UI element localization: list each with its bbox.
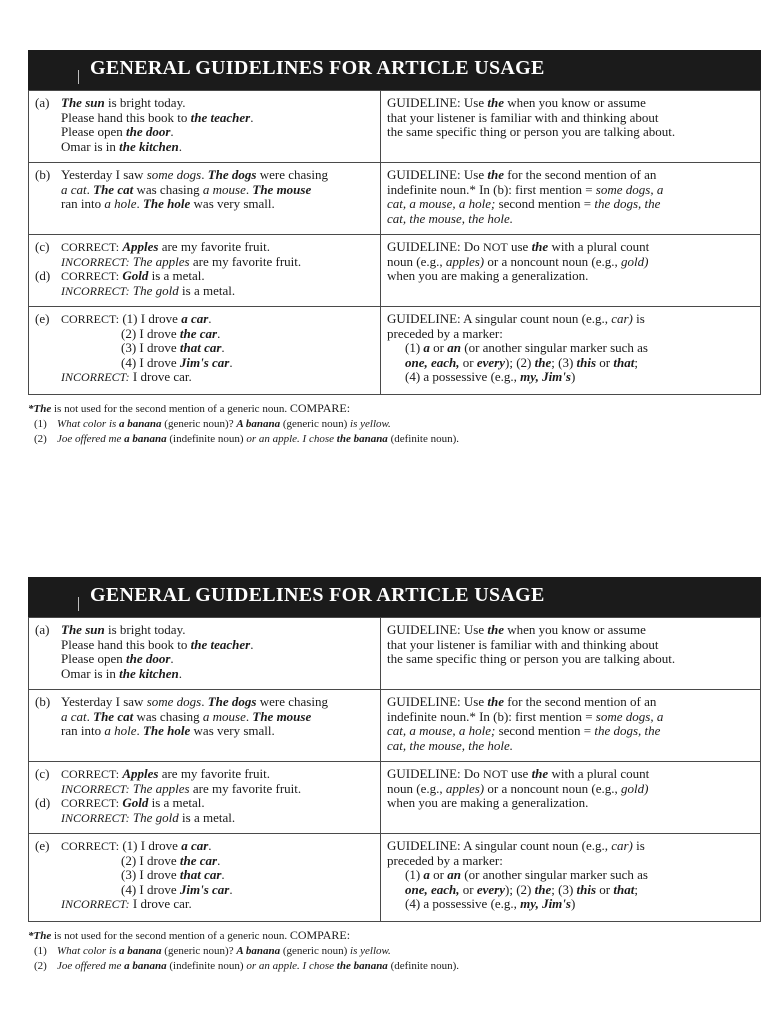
footnote-text: is yellow.: [350, 418, 391, 430]
guideline-text: my, Jim's: [520, 369, 571, 384]
guideline-text: this: [576, 881, 597, 897]
correct-label: CORRECT:: [61, 240, 120, 254]
guideline-text: every: [476, 881, 506, 897]
guideline-cell-b: [381, 690, 761, 762]
row-label: (e): [35, 838, 50, 853]
banner-tick-mark: [78, 70, 79, 84]
guideline-text: the: [534, 354, 552, 370]
guideline-text: NOT: [483, 240, 508, 254]
example-text: Yesterday I saw: [61, 694, 147, 709]
guideline-text: ): [570, 896, 576, 911]
guideline-text: is: [632, 838, 645, 853]
guideline-text: apples): [445, 253, 485, 269]
example-text: .: [245, 708, 253, 724]
example-cell-a: [29, 91, 381, 163]
banner-title: GENERAL GUIDELINES FOR ARTICLE USAGE: [90, 584, 545, 606]
guideline-block-1: [28, 50, 761, 447]
example-text: was very small.: [190, 723, 275, 738]
row-label: (a): [35, 95, 50, 110]
footnote-text: What color is: [57, 418, 120, 430]
guideline-text: cat, a mouse, a hole;: [387, 723, 496, 738]
example-number: (3): [121, 867, 137, 882]
example-number: (3): [121, 340, 137, 355]
guideline-text: for the second mention of an: [504, 167, 657, 182]
guideline-text: or a noncount noun (e.g.,: [484, 780, 621, 796]
example-text: the kitchen: [119, 665, 179, 681]
example-cell-e: [29, 307, 381, 395]
footnote-text: (generic noun): [280, 945, 351, 957]
example-text: are my favorite fruit.: [158, 239, 270, 254]
guideline-text: the dogs, the: [594, 196, 661, 211]
guideline-text: indefinite noun.* In (b): first mention =: [387, 181, 596, 197]
guideline-text: preceded by a marker:: [387, 852, 503, 868]
footnote-text: a banana: [124, 960, 167, 972]
example-text: some dogs: [146, 167, 202, 182]
example-text: I drove: [139, 852, 180, 868]
row-label: (a): [35, 622, 50, 637]
guideline-text: cat, a mouse, a hole;: [387, 196, 496, 211]
footnote-text: a banana: [119, 418, 162, 430]
guideline-text: cat, the mouse, the hole.: [387, 210, 513, 226]
guideline-text: or a noncount noun (e.g.,: [484, 253, 621, 269]
guideline-text: ;: [634, 354, 638, 370]
guideline-text: GUIDELINE: A singular count noun (e.g.,: [387, 311, 612, 326]
example-text: I drove: [139, 867, 180, 882]
guideline-text: (or another singular marker such as: [461, 340, 648, 355]
example-text: the car: [179, 325, 218, 341]
example-text: the kitchen: [119, 138, 179, 154]
table-row: [29, 618, 761, 690]
correct-label: CORRECT:: [61, 796, 120, 810]
guideline-text: ): [570, 369, 576, 384]
footnote-text: What color is: [57, 945, 120, 957]
incorrect-label: INCORRECT:: [61, 254, 130, 269]
guideline-text: an: [447, 867, 461, 882]
guideline-text: the dogs, the: [594, 723, 661, 738]
table-row: [29, 834, 761, 922]
footnote-text: *The: [28, 403, 52, 415]
example-text: Yesterday I saw: [61, 167, 147, 182]
footnote-number: (1): [34, 945, 47, 957]
example-cell-a: [29, 618, 381, 690]
example-text: Omar is in: [61, 665, 120, 681]
example-text: The cat: [93, 708, 134, 724]
guideline-text: GUIDELINE: Do: [387, 239, 484, 254]
correct-label: CORRECT:: [61, 767, 120, 781]
example-number: (4): [121, 354, 137, 370]
guideline-text: when you are making a generalization.: [387, 268, 589, 283]
example-text: a hole: [104, 196, 137, 211]
example-number: (1): [122, 311, 138, 326]
example-text: The dogs: [207, 167, 257, 182]
guideline-text: when you know or assume: [504, 622, 646, 637]
example-text: are my favorite fruit.: [189, 253, 302, 269]
guideline-text: one, each,: [405, 354, 460, 370]
example-text: a hole: [104, 723, 137, 738]
example-cell-cd: [29, 762, 381, 834]
example-text: Gold: [122, 795, 149, 810]
example-text: .: [217, 852, 221, 868]
example-text: .: [201, 167, 208, 182]
example-cell-b: [29, 163, 381, 235]
example-text: the car: [179, 852, 218, 868]
example-text: The mouse: [252, 181, 312, 197]
guideline-text: noun (e.g.,: [387, 253, 446, 269]
example-text: .: [245, 181, 253, 197]
footnote-text: the banana: [336, 433, 388, 445]
example-text: Please open: [61, 124, 126, 139]
example-text: The apples: [132, 780, 190, 796]
footnote-text: *The: [28, 930, 52, 942]
footnote-text: a banana: [119, 945, 162, 957]
example-text: Omar is in: [61, 138, 120, 154]
guideline-text: ;: [634, 881, 638, 897]
example-text: Please hand this book to: [61, 636, 191, 652]
incorrect-label: INCORRECT:: [61, 370, 130, 384]
guideline-text: some dogs, a: [595, 181, 664, 197]
guideline-text: GUIDELINE: Do: [387, 766, 484, 781]
guideline-text: ); (2): [505, 354, 535, 370]
example-text: .: [208, 838, 212, 853]
guideline-text: or: [596, 354, 614, 370]
example-number: (4): [121, 881, 137, 897]
guideline-text: the: [531, 766, 549, 781]
guideline-table: [28, 617, 761, 922]
example-text: a car: [181, 838, 209, 853]
example-text: .: [229, 354, 233, 370]
guideline-cell-b: [381, 163, 761, 235]
example-text: the door: [125, 651, 171, 666]
example-text: the teacher: [190, 636, 251, 652]
footnote-number: (2): [34, 433, 47, 445]
example-text: The gold: [132, 282, 179, 298]
table-row: [29, 690, 761, 762]
footnote: [28, 401, 761, 447]
example-text: The mouse: [252, 708, 312, 724]
guideline-text: or: [429, 340, 448, 355]
guideline-text: ; (3): [551, 354, 577, 370]
footnote-text: COMPARE:: [289, 401, 351, 415]
row-label: (d): [35, 795, 51, 810]
example-text: was chasing: [133, 181, 203, 197]
example-cell-e: [29, 834, 381, 922]
guideline-text: cat, the mouse, the hole.: [387, 737, 513, 753]
footnote-text: (generic noun)?: [161, 945, 237, 957]
example-text: Apples: [122, 239, 159, 254]
guideline-text: that your listener is familiar with and thinking about: [387, 109, 659, 125]
footnote-number: (1): [34, 418, 47, 430]
incorrect-label: INCORRECT:: [61, 781, 130, 796]
guideline-text: the: [531, 239, 549, 254]
footnote-text: (indefinite noun): [166, 433, 247, 445]
example-text: Please hand this book to: [61, 109, 191, 125]
footnote-text: (generic noun)?: [161, 418, 237, 430]
example-text: Apples: [122, 766, 159, 781]
example-text: The sun: [61, 622, 105, 637]
example-text: Jim's car: [179, 881, 230, 897]
example-text: were chasing: [256, 694, 328, 709]
footnote: [28, 928, 761, 974]
guideline-text: car): [611, 311, 633, 326]
guideline-text: the: [487, 694, 504, 709]
guideline-text: or: [596, 881, 614, 897]
guideline-text: that: [613, 881, 635, 897]
example-text: .: [178, 665, 182, 681]
footnote-text: is yellow.: [350, 945, 391, 957]
guideline-text: some dogs, a: [595, 708, 664, 724]
guideline-text: GUIDELINE: Use: [387, 167, 488, 182]
example-text: .: [250, 109, 254, 125]
guideline-table: [28, 90, 761, 395]
example-text: I drove car.: [129, 896, 192, 911]
example-text: is a metal.: [148, 795, 205, 810]
guideline-text: one, each,: [405, 881, 460, 897]
guideline-cell-cd: [381, 762, 761, 834]
guideline-text: gold): [620, 253, 649, 269]
guideline-text: with a plural count: [548, 766, 650, 781]
footnote-text: (definite noun).: [387, 960, 459, 972]
guideline-text: GUIDELINE: A singular count noun (e.g.,: [387, 838, 612, 853]
guideline-cell-e: [381, 307, 761, 395]
example-text: I drove: [140, 838, 182, 853]
example-text: a mouse: [202, 708, 246, 724]
correct-label: CORRECT:: [61, 269, 120, 283]
example-text: The sun: [61, 95, 105, 110]
footnote-text: a banana: [124, 433, 167, 445]
guideline-text: use: [507, 766, 532, 781]
row-label: (b): [35, 167, 51, 182]
guideline-text: indefinite noun.* In (b): first mention =: [387, 708, 596, 724]
example-text: is bright today.: [104, 622, 186, 637]
guideline-text: or: [459, 881, 477, 897]
banner-tick-mark: [78, 597, 79, 611]
footnote-text: A banana: [236, 945, 281, 957]
example-cell-b: [29, 690, 381, 762]
example-text: The apples: [132, 253, 190, 269]
guideline-text: GUIDELINE: Use: [387, 622, 488, 637]
footnote-text: (definite noun).: [387, 433, 459, 445]
example-text: .: [86, 181, 94, 197]
guideline-cell-a: [381, 91, 761, 163]
example-text: is a metal.: [178, 282, 236, 298]
guideline-text: or: [429, 867, 448, 882]
guideline-cell-e: [381, 834, 761, 922]
example-text: I drove: [139, 340, 180, 355]
guideline-block-2: [28, 577, 761, 974]
guideline-text: GUIDELINE: Use: [387, 95, 488, 110]
guideline-text: the same specific thing or person you are talking about.: [387, 651, 676, 666]
guideline-text: second mention =: [495, 196, 595, 211]
example-text: .: [170, 651, 174, 666]
guideline-text: an: [447, 340, 461, 355]
example-text: that car: [179, 867, 222, 882]
example-text: is bright today.: [104, 95, 186, 110]
example-text: .: [136, 723, 143, 738]
example-text: I drove: [139, 325, 180, 341]
guideline-text: or: [459, 354, 477, 370]
guideline-text: (4) a possessive (e.g.,: [405, 369, 521, 384]
example-text: .: [201, 694, 208, 709]
example-text: were chasing: [256, 167, 328, 182]
example-text: The cat: [93, 181, 134, 197]
row-label: (c): [35, 766, 50, 781]
footnote-text: Joe offered me: [57, 960, 125, 972]
footnote-text: (indefinite noun): [166, 960, 247, 972]
example-text: .: [86, 708, 94, 724]
example-text: .: [178, 138, 182, 154]
incorrect-label: INCORRECT:: [61, 810, 130, 825]
example-text: I drove: [140, 311, 182, 326]
guideline-text: (1): [405, 340, 424, 355]
guideline-cell-cd: [381, 235, 761, 307]
footnote-text: is not used for the second mention of a generic noun.: [51, 930, 290, 942]
table-row: [29, 163, 761, 235]
guideline-text: apples): [445, 780, 485, 796]
title-banner: [28, 50, 761, 90]
example-text: a mouse: [202, 181, 246, 197]
table-row: [29, 762, 761, 834]
guideline-text: gold): [620, 780, 649, 796]
correct-label: CORRECT:: [61, 312, 120, 326]
row-label: (c): [35, 239, 50, 254]
incorrect-label: INCORRECT:: [61, 897, 130, 911]
guideline-text: (or another singular marker such as: [461, 867, 648, 882]
example-text: I drove: [139, 354, 180, 370]
guideline-cell-a: [381, 618, 761, 690]
example-number: (2): [121, 325, 137, 341]
example-text: .: [208, 311, 212, 326]
example-text: .: [229, 881, 233, 897]
example-text: ran into: [61, 723, 105, 738]
example-number: (1): [122, 838, 138, 853]
example-text: are my favorite fruit.: [189, 780, 302, 796]
title-banner: [28, 577, 761, 617]
example-text: Jim's car: [179, 354, 230, 370]
example-text: the teacher: [190, 109, 251, 125]
example-text: The hole: [142, 196, 191, 211]
example-cell-cd: [29, 235, 381, 307]
example-text: I drove: [139, 881, 180, 897]
example-text: .: [250, 636, 254, 652]
guideline-text: a: [423, 340, 430, 355]
example-text: a car: [181, 311, 209, 326]
guideline-text: ); (2): [505, 881, 535, 897]
guideline-text: use: [507, 239, 532, 254]
guideline-text: noun (e.g.,: [387, 780, 446, 796]
example-text: The hole: [142, 723, 191, 738]
example-number: (2): [121, 852, 137, 868]
footnote-text: or an apple. I chose: [246, 960, 337, 972]
guideline-text: car): [611, 838, 633, 853]
guideline-text: this: [576, 354, 597, 370]
footnote-text: COMPARE:: [289, 928, 351, 942]
guideline-text: (1): [405, 867, 424, 882]
guideline-text: a: [423, 867, 430, 882]
example-text: is a metal.: [148, 268, 205, 283]
footnote-text: A banana: [236, 418, 281, 430]
table-row: [29, 235, 761, 307]
guideline-text: the same specific thing or person you are talking about.: [387, 124, 676, 139]
table-row: [29, 307, 761, 395]
guideline-text: preceded by a marker:: [387, 325, 503, 341]
footnote-text: the banana: [336, 960, 388, 972]
guideline-text: is: [632, 311, 645, 326]
guideline-text: with a plural count: [548, 239, 650, 254]
example-text: Please open: [61, 651, 126, 666]
guideline-text: NOT: [483, 767, 508, 781]
example-text: .: [170, 124, 174, 139]
guideline-text: the: [487, 167, 504, 182]
banner-title: GENERAL GUIDELINES FOR ARTICLE USAGE: [90, 57, 545, 79]
correct-label: CORRECT:: [61, 839, 120, 853]
guideline-text: the: [487, 95, 504, 110]
example-text: a cat: [61, 181, 87, 197]
guideline-text: that: [613, 354, 635, 370]
guideline-text: the: [487, 622, 504, 637]
example-text: the door: [125, 124, 171, 139]
guideline-text: my, Jim's: [520, 896, 571, 911]
example-text: was very small.: [190, 196, 275, 211]
guideline-text: when you know or assume: [504, 95, 646, 110]
example-text: that car: [179, 340, 222, 355]
guideline-text: for the second mention of an: [504, 694, 657, 709]
example-text: ran into: [61, 196, 105, 211]
example-text: was chasing: [133, 708, 203, 724]
guideline-text: that your listener is familiar with and thinking about: [387, 636, 659, 652]
table-row: [29, 91, 761, 163]
guideline-text: ; (3): [551, 881, 577, 897]
row-label: (b): [35, 694, 51, 709]
example-text: is a metal.: [178, 809, 236, 825]
footnote-number: (2): [34, 960, 47, 972]
guideline-text: when you are making a generalization.: [387, 795, 589, 810]
footnote-text: or an apple. I chose: [246, 433, 337, 445]
example-text: .: [136, 196, 143, 211]
row-label: (e): [35, 311, 50, 326]
example-text: The gold: [132, 809, 179, 825]
example-text: are my favorite fruit.: [158, 766, 270, 781]
example-text: .: [217, 325, 221, 341]
incorrect-label: INCORRECT:: [61, 283, 130, 298]
example-text: The dogs: [207, 694, 257, 709]
example-text: .: [221, 867, 225, 882]
guideline-text: every: [476, 354, 506, 370]
example-text: some dogs: [146, 694, 202, 709]
example-text: .: [221, 340, 225, 355]
example-text: I drove car.: [129, 369, 192, 384]
example-text: Gold: [122, 268, 149, 283]
guideline-text: the: [534, 881, 552, 897]
footnote-text: Joe offered me: [57, 433, 125, 445]
footnote-text: is not used for the second mention of a generic noun.: [51, 403, 290, 415]
guideline-text: GUIDELINE: Use: [387, 694, 488, 709]
guideline-text: (4) a possessive (e.g.,: [405, 896, 521, 911]
guideline-text: second mention =: [495, 723, 595, 738]
row-label: (d): [35, 268, 51, 283]
footnote-text: (generic noun): [280, 418, 351, 430]
example-text: a cat: [61, 708, 87, 724]
